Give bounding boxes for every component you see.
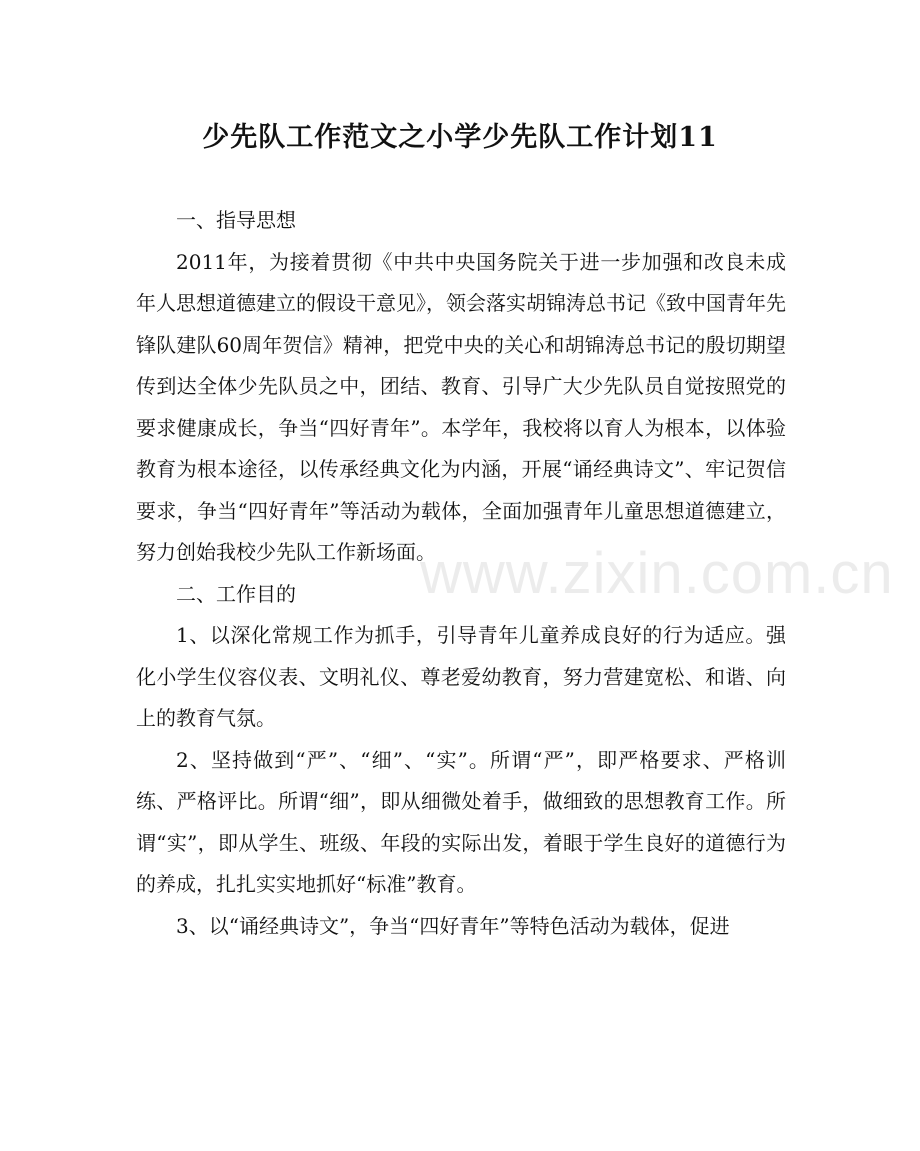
paragraph-goal-1: 1、以深化常规工作为抓手，引导青年儿童养成良好的行为适应。强化小学生仪容仪表、文明礼仪、尊老爱幼教育，努力营建宽松、和谐、向上的教育气氛。	[136, 623, 786, 730]
paragraph-goal-2: 2、坚持做到“严”、“细”、“实”。所谓“严”，即严格要求、严格训练、严格评比。所谓“细”，即从细微处着手，做细致的思想教育工作。所谓“实”，即从学生、班级、年段的实际出发，着眼于学生良好的道德行为的养成，扎扎实实地抓好“标准”教育。	[136, 747, 786, 896]
paragraph-goal-3: 3、以“诵经典诗文”，争当“四好青年”等特色活动为载体，促进	[176, 913, 730, 938]
paragraph-intro: 2011年，为接着贯彻《中共中央国务院关于进一步加强和改良未成年人思想道德建立的假设干意见》，领会落实胡锦涛总书记《致中国青年先锋队建队60周年贺信》精神，把党中央的关心和胡锦涛总书记的殷切期望传到达全体少先队员之中，团结、教育、引导广大少先队员自觉按照党的要求健康成长，争当“四好青年”。本学年，我校将以育人为根本，以体验教育为根本途径，以传承经典文化为内涵，开展“诵经典诗文”、牢记贺信要求，争当“四好青年”等活动为载体，全面加强青年儿童思想道德建立，努力创始我校少先队工作新场面。	[136, 249, 786, 564]
document-title: 少先队工作范文之小学少先队工作计划11	[202, 122, 718, 153]
heading-work-goals: 二、工作目的	[176, 581, 296, 606]
watermark: www.zixin.com.cn	[420, 541, 894, 606]
heading-guiding-ideology: 一、指导思想	[176, 208, 296, 232]
